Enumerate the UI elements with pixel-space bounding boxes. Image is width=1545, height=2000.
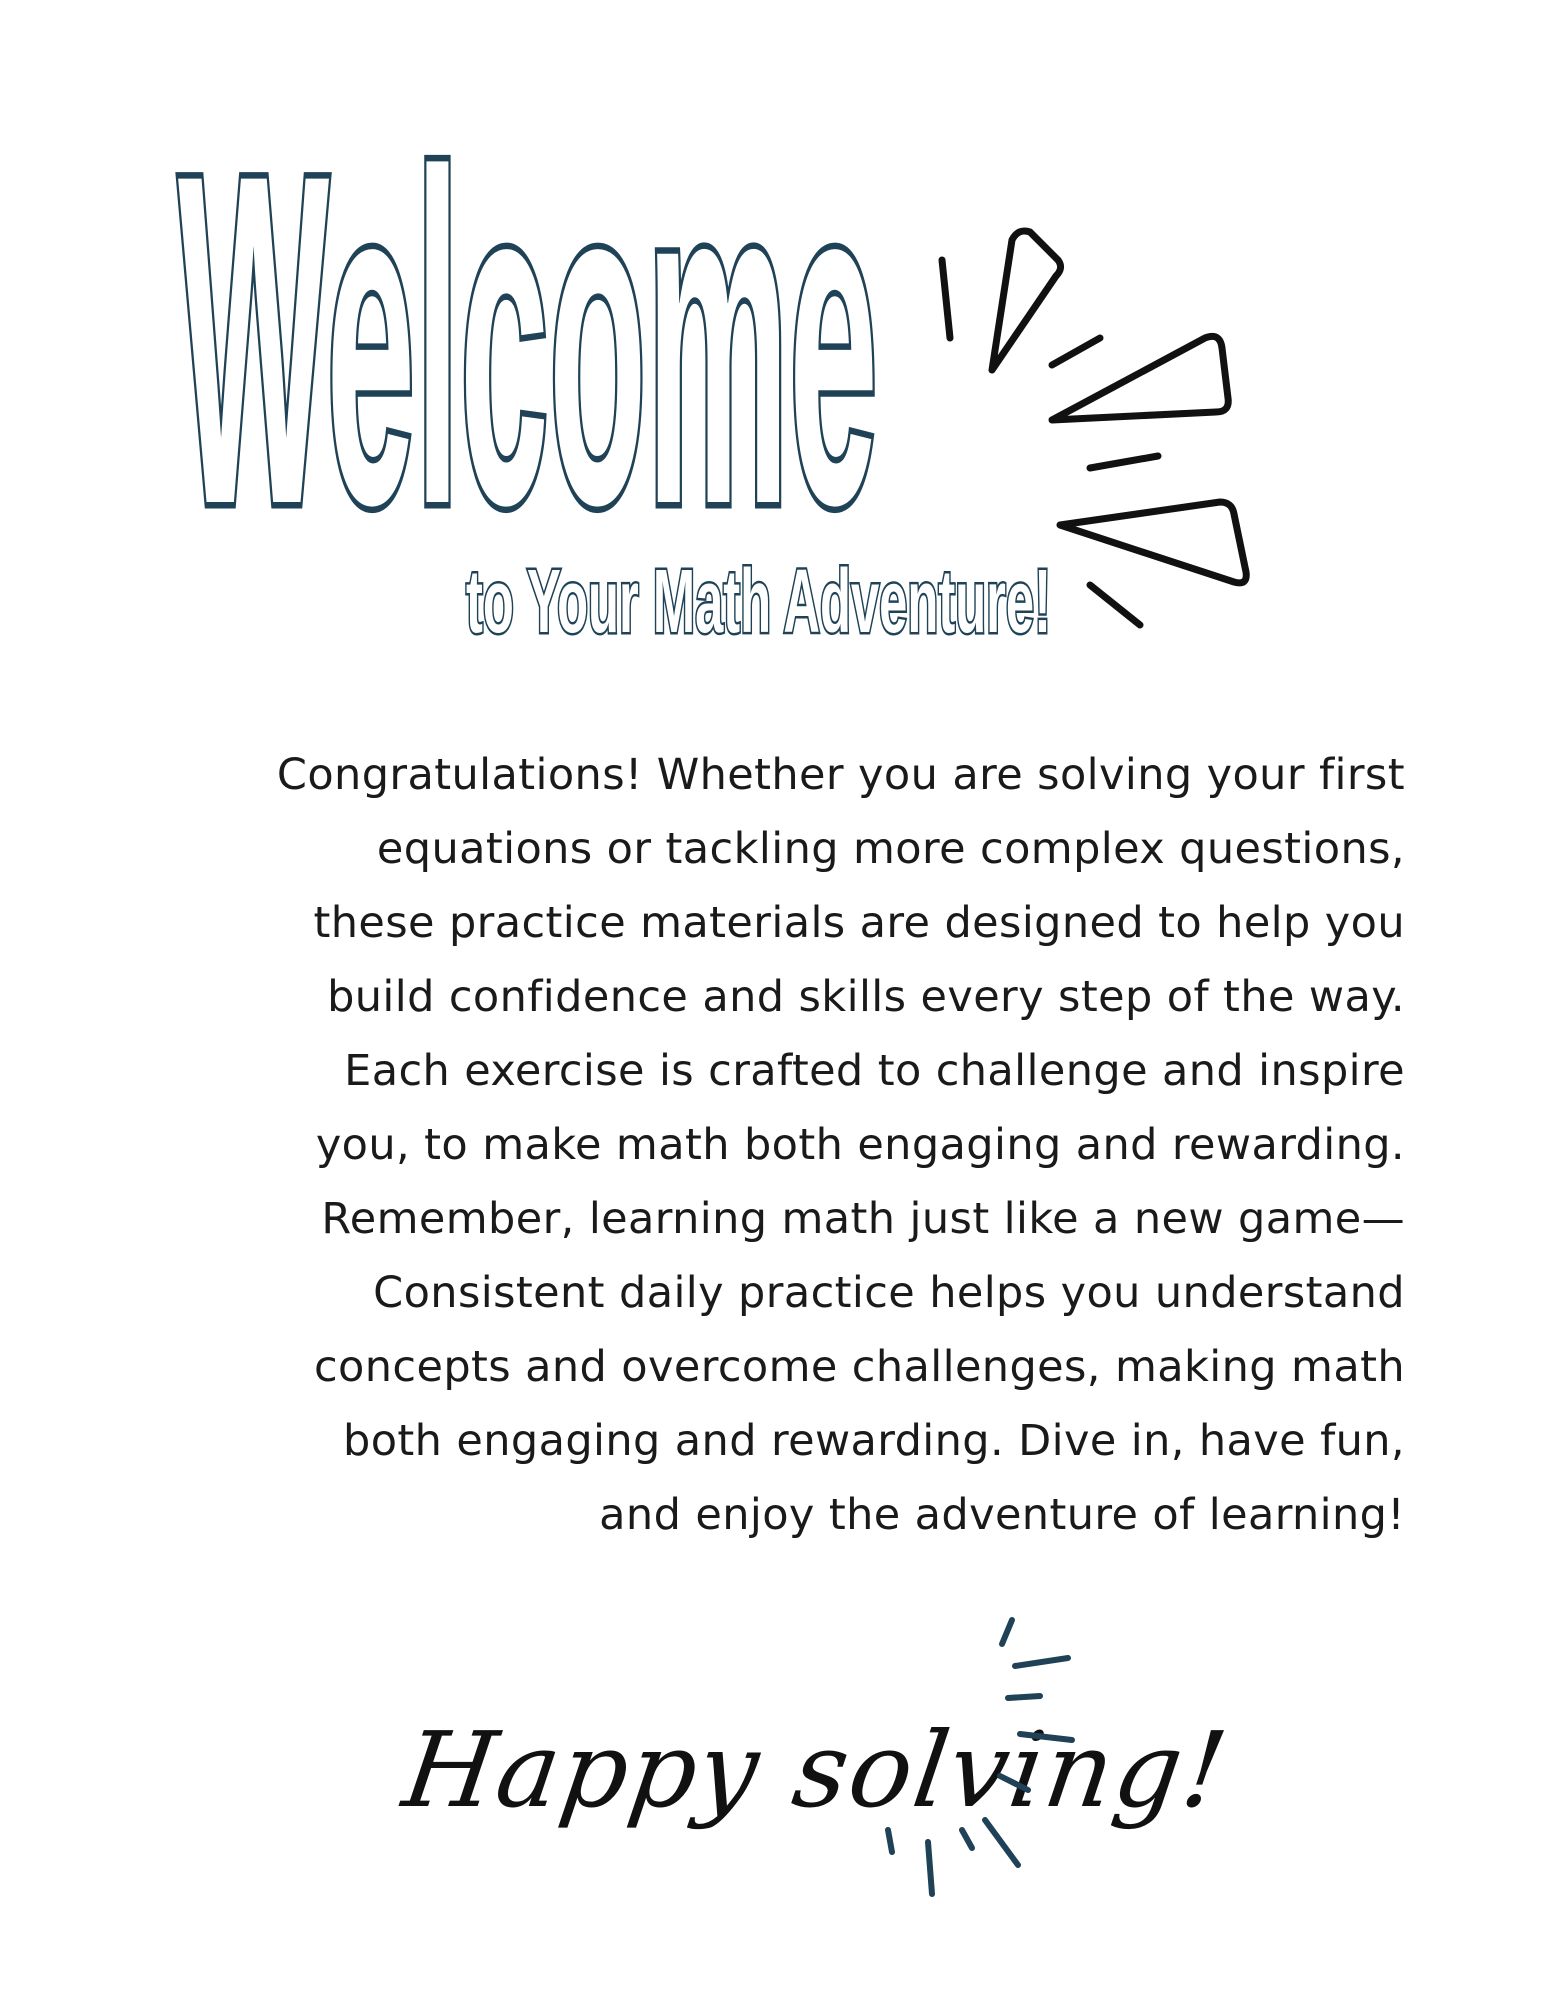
sparkle-line: [928, 1842, 932, 1894]
welcome-heading: [170, 77, 890, 602]
ray-line: [942, 260, 950, 338]
sparkle-lines-icon: [870, 1620, 1100, 1920]
sparkle-line: [1008, 1696, 1040, 1698]
ray-triangle: [1060, 502, 1246, 583]
paragraph-line: Consistent daily practice helps you understand: [373, 1268, 1405, 1318]
paragraph-line: Remember, learning math just like a new game—: [321, 1194, 1405, 1244]
subtitle-text: to Your Math Adventure!: [466, 552, 1051, 652]
ray-line: [1090, 456, 1158, 468]
sparkle-line: [1015, 1658, 1068, 1666]
sparkle-line: [1020, 1734, 1072, 1740]
sparkle-line: [962, 1830, 972, 1848]
burst-rays-icon: [930, 220, 1260, 650]
intro-paragraph: [150, 738, 1405, 1552]
ray-line: [1090, 585, 1140, 625]
paragraph-line: Each exercise is crafted to challenge and inspire: [344, 1046, 1405, 1096]
sparkle-line: [1000, 1776, 1028, 1790]
paragraph-line: you, to make math both engaging and rewarding.: [315, 1120, 1405, 1170]
paragraph-line: these practice materials are designed to help you: [313, 898, 1405, 948]
paragraph-line: both engaging and rewarding. Dive in, have fun,: [343, 1416, 1405, 1466]
signature-text: Happy solving!: [396, 1709, 1236, 1831]
sparkle-line: [985, 1820, 1018, 1865]
paragraph-line: and enjoy the adventure of learning!: [599, 1490, 1405, 1540]
sparkle-line: [888, 1830, 892, 1852]
paragraph-line: Congratulations! Whether you are solving your first: [276, 750, 1405, 800]
sparkle-line: [1002, 1620, 1012, 1644]
paragraph-line: concepts and overcome challenges, making math: [314, 1342, 1405, 1392]
ray-line: [1052, 338, 1100, 365]
paragraph-line: equations or tackling more complex questions,: [376, 824, 1405, 874]
paragraph-line: build confidence and skills every step of the way.: [327, 972, 1405, 1022]
welcome-title: Welcome: [178, 77, 878, 602]
ray-triangle: [992, 231, 1061, 370]
